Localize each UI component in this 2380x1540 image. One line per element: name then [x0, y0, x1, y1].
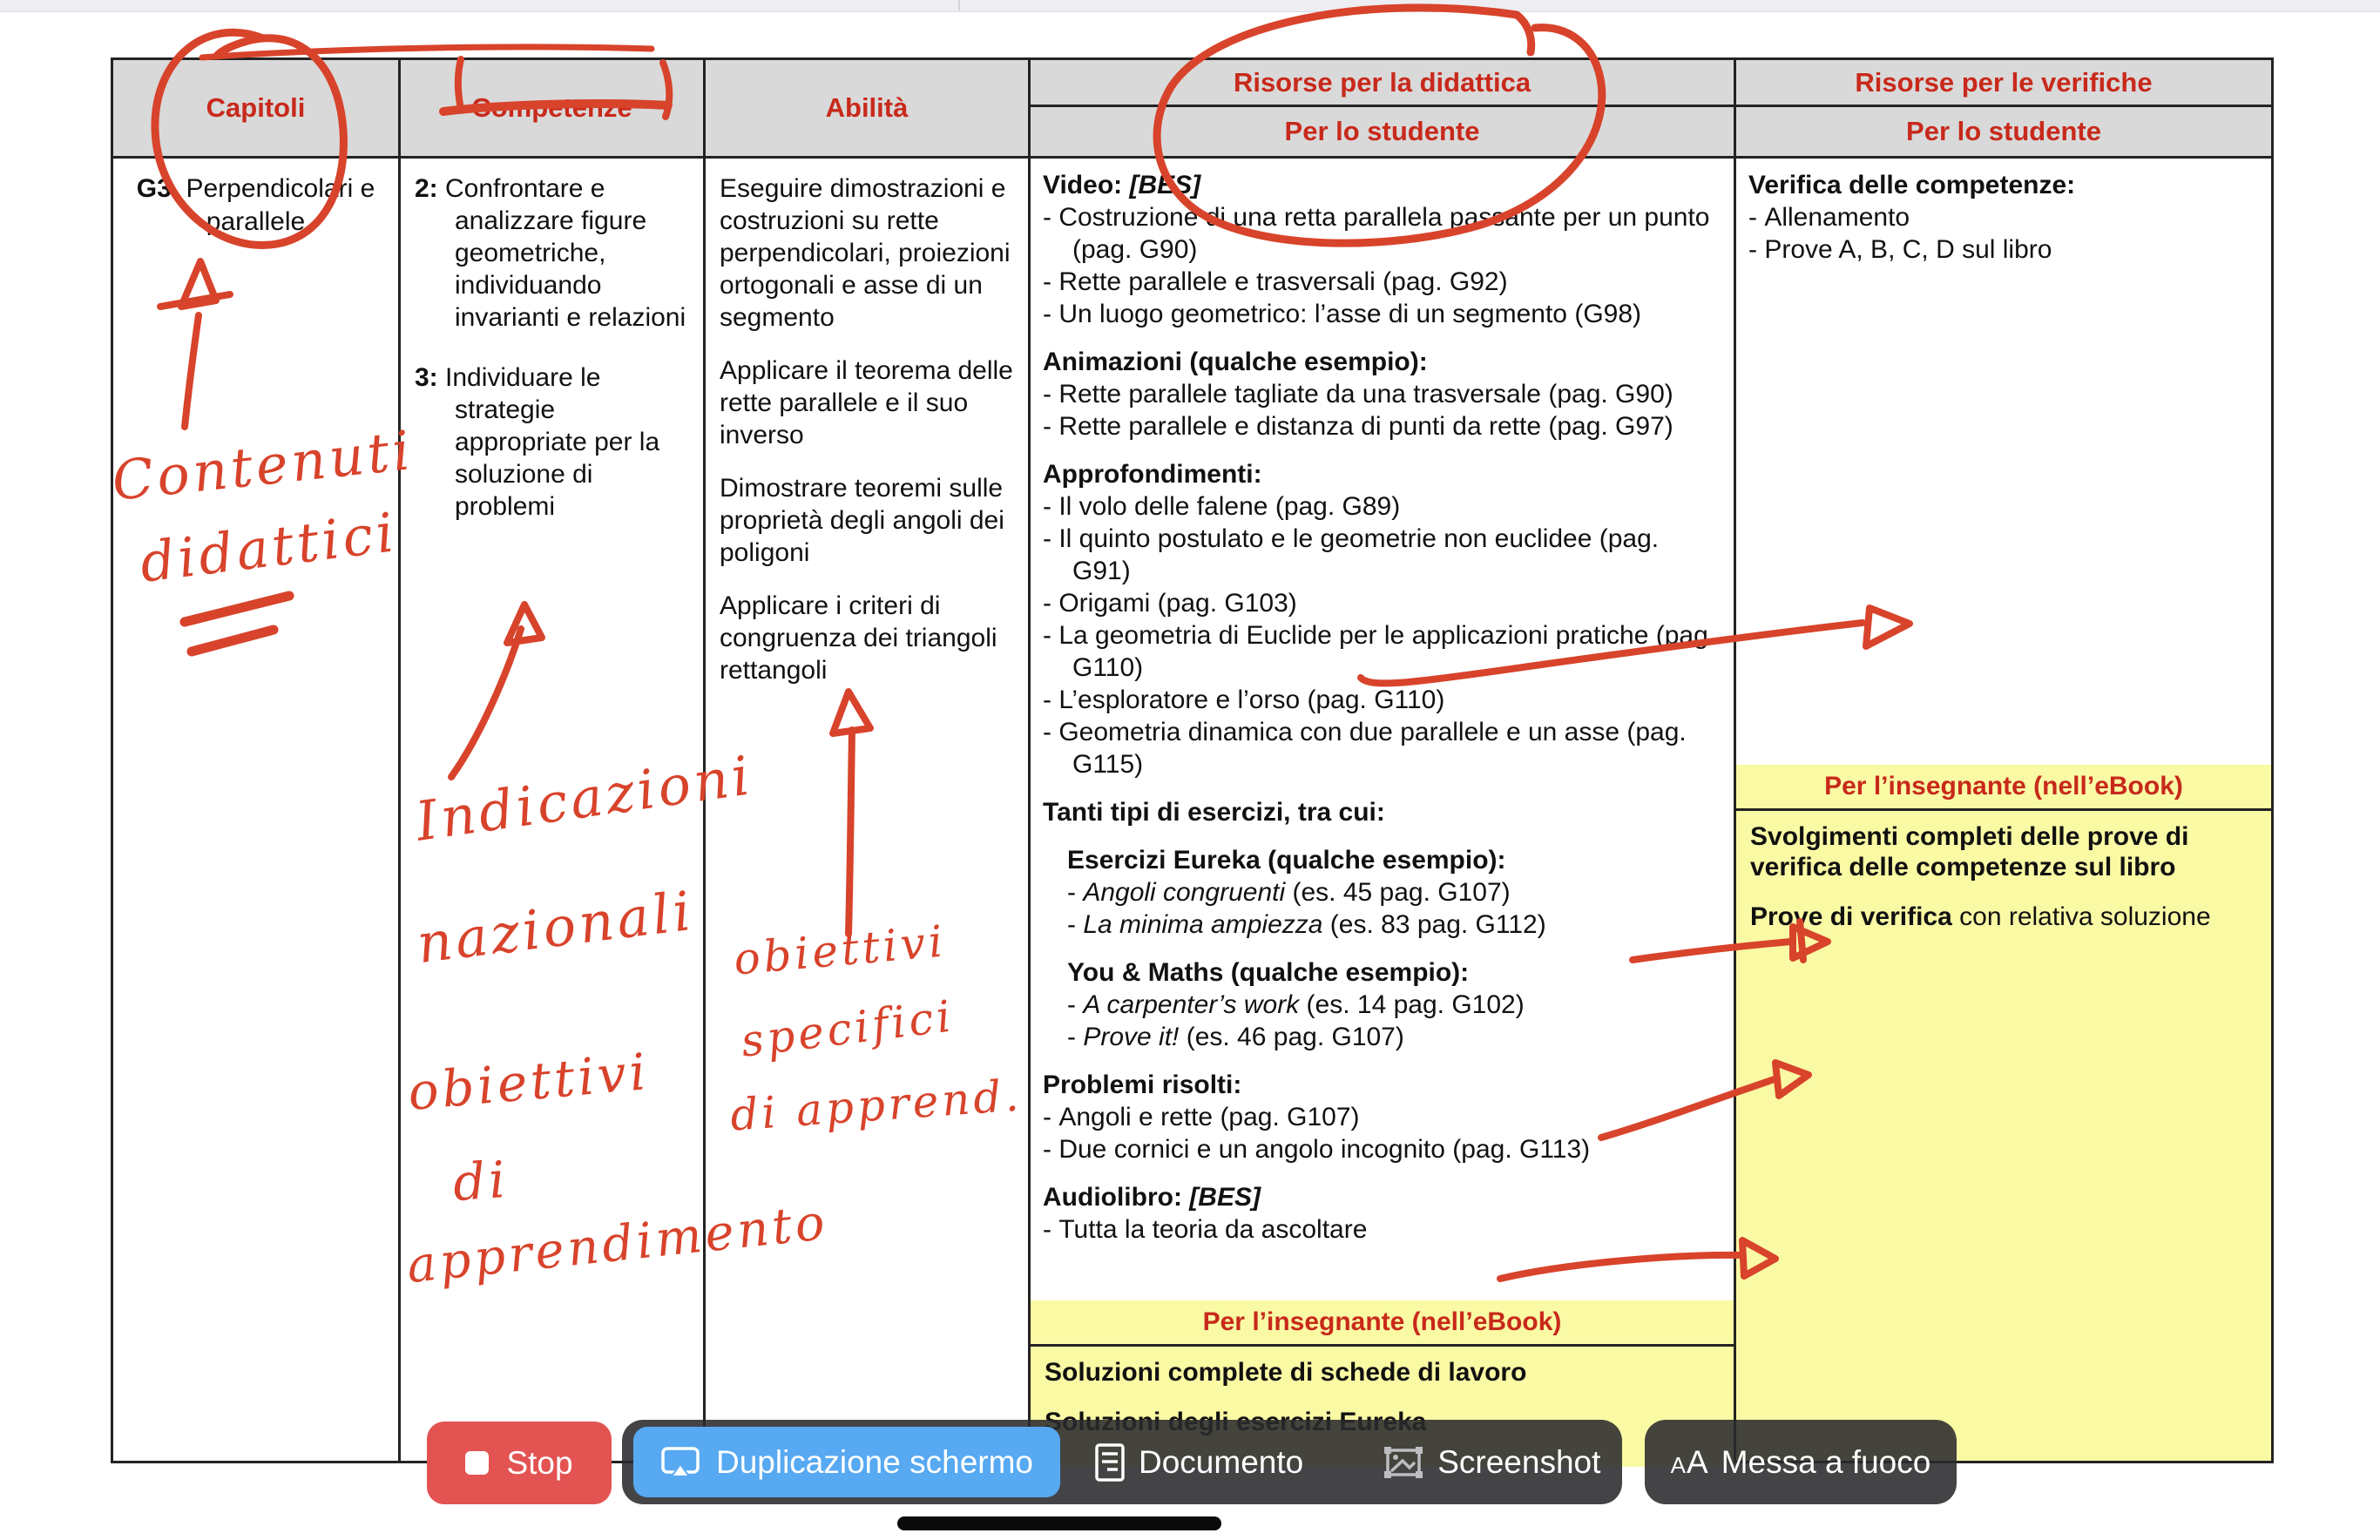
- chapter-code: G3: [136, 174, 172, 203]
- list-item: - Prove A, B, C, D sul libro: [1748, 235, 2052, 264]
- section-heading: Audiolibro: [BES]: [1043, 1183, 1261, 1212]
- per-lo-studente-label-2: Per lo studente: [1906, 116, 2101, 146]
- stop-label: Stop: [506, 1444, 573, 1481]
- list-item: - Angoli congruenti (es. 45 pag. G107): [1067, 878, 1511, 907]
- list-item: - Il quinto postulato e le geometrie non euclidee (pag. G91): [1043, 524, 1660, 585]
- list-item: - Geometria dinamica con due parallele e un asse (pag. G115): [1043, 718, 1687, 779]
- list-item: - La geometria di Euclide per le applicazioni pratiche (pag. G110): [1043, 621, 1716, 682]
- list-item: - Angoli e rette (pag. G107): [1043, 1103, 1360, 1131]
- top-strip-divider: [958, 0, 960, 10]
- share-toolbar: [622, 1420, 1622, 1504]
- header-cell-capitoli: [113, 60, 398, 159]
- insegnante-header-left: [1031, 1300, 1734, 1347]
- list-item: - Rette parallele e trasversali (pag. G92): [1043, 267, 1508, 296]
- document-button[interactable]: [1095, 1443, 1303, 1482]
- insegnante-header-right-label: Per l’insegnante (nell’eBook): [1824, 772, 2183, 800]
- handwriting-di-apprend: di apprend.: [728, 1070, 1024, 1141]
- abilita-item: Eseguire dimostrazioni e costruzioni su rette perpendicolari, proiezioni ortogonali e asse di un segmento: [720, 174, 1011, 332]
- per-lo-studente-label: Per lo studente: [1284, 116, 1480, 146]
- column-risorse-didattica: [1031, 60, 1736, 1461]
- insegnante-cell-right: [1736, 811, 2271, 1461]
- didattica-section: [1043, 796, 1721, 828]
- verifiche-heading: Verifica delle competenze:: [1748, 171, 2076, 199]
- list-item: - Tutta la teoria da ascoltare: [1043, 1215, 1368, 1244]
- abilita-item: Applicare il teorema delle rette parallele e il suo inverso: [720, 356, 1013, 449]
- didattica-section: [1043, 169, 1721, 330]
- competenza-item: 2: Confrontare e analizzare figure geometriche, individuando invarianti e relazioni: [415, 174, 686, 332]
- list-item: - La minima ampiezza (es. 83 pag. G112): [1067, 910, 1546, 939]
- chapter-name: . Perpendicolari e parallele: [171, 174, 375, 236]
- focus-label: Messa a fuoco: [1721, 1443, 1931, 1480]
- section-heading: Animazioni (qualche esempio):: [1043, 348, 1428, 376]
- screenshot-label: Screenshot: [1437, 1443, 1601, 1480]
- chapter-title: [113, 159, 398, 253]
- header-cell-risorse-verifiche: [1736, 60, 2271, 107]
- section-heading: You & Maths (qualche esempio):: [1067, 958, 1470, 987]
- didattica-section: [1067, 956, 1721, 1053]
- list-item: - Allenamento: [1748, 203, 1910, 232]
- list-item: - Rette parallele e distanza di punti da rette (pag. G97): [1043, 412, 1673, 441]
- didattica-cell: [1031, 159, 1734, 1300]
- capitoli-cell: [113, 159, 398, 1461]
- list-item: - Prove it! (es. 46 pag. G107): [1067, 1023, 1404, 1051]
- competenze-cell: [401, 159, 703, 1461]
- list-item: - Costruzione di una retta parallela passante per un punto (pag. G90): [1043, 203, 1710, 264]
- list-item: - Rette parallele tagliate da una trasversale (pag. G90): [1043, 380, 1673, 409]
- list-item: - A carpenter’s work (es. 14 pag. G102): [1067, 990, 1525, 1019]
- column-competenze: [401, 60, 706, 1461]
- handwriting-obiettivi-2: obiettivi: [731, 915, 949, 985]
- column-capitoli: [113, 60, 401, 1461]
- header-risorse-didattica-label: Risorse per la didattica: [1233, 66, 1531, 98]
- header-cell-competenze: [401, 60, 703, 159]
- header-competenze-label: Competenze: [471, 92, 632, 123]
- subheader-per-lo-studente: [1031, 107, 1734, 159]
- section-heading: Approfondimenti:: [1043, 460, 1262, 489]
- section-heading: Tanti tipi di esercizi, tra cui:: [1043, 798, 1385, 827]
- home-indicator[interactable]: [897, 1516, 1221, 1530]
- header-risorse-verifiche-label: Risorse per le verifiche: [1855, 66, 2153, 98]
- verifiche-cell: [1736, 159, 2271, 765]
- list-item: - L’esploratore e l’orso (pag. G110): [1043, 686, 1445, 714]
- stop-button[interactable]: [427, 1422, 612, 1504]
- document-icon: [1095, 1443, 1125, 1482]
- screenshot-icon: [1383, 1445, 1423, 1480]
- screen-mirroring-button[interactable]: [633, 1427, 1060, 1497]
- annotation-line-top: [202, 47, 652, 57]
- didattica-section: [1043, 346, 1721, 442]
- didattica-section: [1067, 844, 1721, 941]
- header-capitoli-label: Capitoli: [206, 92, 306, 123]
- yellow-line: Prove di verifica con relativa soluzione: [1750, 902, 2211, 931]
- screenshot-button[interactable]: [1383, 1444, 1600, 1481]
- section-heading: Esercizi Eureka (qualche esempio):: [1067, 846, 1506, 875]
- handwriting-indicazioni: Indicazioni: [411, 743, 757, 854]
- planning-table: [111, 57, 2274, 1463]
- column-risorse-verifiche: [1736, 60, 2271, 1461]
- header-cell-abilita: [706, 60, 1028, 159]
- handwriting-didattici: didattici: [136, 500, 401, 595]
- handwriting-di: di: [450, 1149, 510, 1213]
- insegnante-header-right: [1736, 765, 2271, 811]
- verifiche-list: [1748, 201, 2259, 266]
- list-item: - Il volo delle falene (pag. G89): [1043, 492, 1401, 521]
- column-abilita: [706, 60, 1031, 1461]
- section-heading: Video: [BES]: [1043, 171, 1201, 199]
- screen-mirroring-icon: [660, 1445, 700, 1480]
- header-cell-risorse-didattica: [1031, 60, 1734, 107]
- abilita-item: Applicare i criteri di congruenza dei triangoli rettangoli: [720, 591, 997, 685]
- abilita-cell: [706, 159, 1028, 1461]
- section-heading: Problemi risolti:: [1043, 1071, 1242, 1099]
- header-abilita-label: Abilità: [825, 92, 909, 123]
- abilita-item: Dimostrare teoremi sulle proprietà degli angoli dei poligoni: [720, 474, 1004, 567]
- yellow-line: Soluzioni complete di schede di lavoro: [1045, 1358, 1527, 1387]
- handwriting-apprendimento: apprendimento: [403, 1193, 831, 1295]
- document-label: Documento: [1139, 1443, 1304, 1480]
- list-item: - Due cornici e un angolo incognito (pag. G113): [1043, 1135, 1591, 1164]
- handwriting-contenuti: Contenuti: [109, 418, 416, 513]
- insegnante-header-left-label: Per l’insegnante (nell’eBook): [1202, 1307, 1562, 1336]
- top-edge-strip: [0, 0, 2380, 12]
- list-item: - Origami (pag. G103): [1043, 589, 1297, 618]
- screen-mirroring-label: Duplicazione schermo: [715, 1443, 1033, 1480]
- handwriting-nazionali: nazionali: [413, 878, 698, 976]
- didattica-section: [1043, 1069, 1721, 1165]
- subheader-per-lo-studente-2: [1736, 107, 2271, 159]
- list-item: - Un luogo geometrico: l’asse di un segmento (G98): [1043, 300, 1642, 328]
- focus-button[interactable]: [1645, 1420, 1957, 1504]
- text-size-icon: AA: [1670, 1443, 1709, 1480]
- stop-icon: [465, 1451, 489, 1475]
- competenza-item: 3: Individuare le strategie appropriate per la soluzione di problemi: [415, 363, 660, 521]
- didattica-section: [1043, 1181, 1721, 1246]
- handwriting-obiettivi-1: obiettivi: [405, 1042, 652, 1122]
- handwriting-specifici: specifici: [738, 990, 957, 1067]
- yellow-line: Svolgimenti completi delle prove di verifica delle competenze sul libro: [1750, 822, 2189, 881]
- didattica-section: [1043, 458, 1721, 780]
